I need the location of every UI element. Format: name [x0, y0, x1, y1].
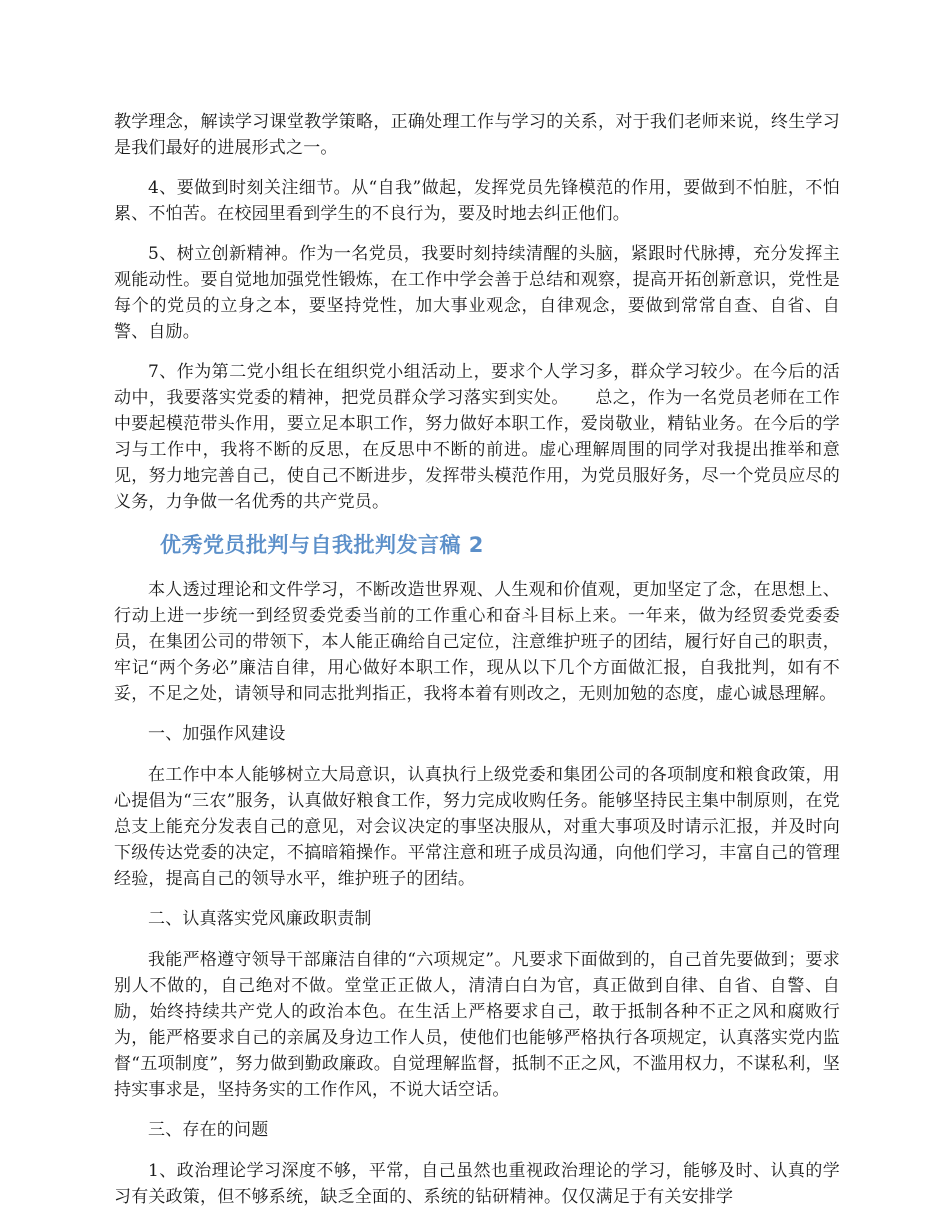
section-title: 优秀党员批判与自我批判发言稿 2: [160, 533, 484, 557]
section-3-heading: 三、存在的问题: [148, 1120, 269, 1140]
section-3-body: 1、政治理论学习深度不够，平常，自己虽然也重视政治理论的学习，能够及时、认真的学习有关政策，但不够系统，缺乏全面的、系统的钻研精神。仅仅满足于有关安排学: [114, 1161, 840, 1207]
paragraph-item-5: 5、树立创新精神。作为一名党员，我要时刻持续清醒的头脑，紧跟时代脉搏，充分发挥主观能动性。要自觉地加强党性锻炼，在工作中学会善于总结和观察，提高开拓创新意识，党性是每个的党员的立身之本，要坚持党性，加大事业观念，自律观念，要做到常常自查、自省、自警、自励。: [114, 244, 840, 342]
section-2-heading: 二、认真落实党风廉政职责制: [148, 909, 372, 929]
paragraph-continuation: 教学理念，解读学习课堂教学策略，正确处理工作与学习的关系，对于我们老师来说，终生学习是我们最好的进展形式之一。: [114, 112, 840, 158]
paragraph-item-4: 4、要做到时刻关注细节。从“自我”做起，发挥党员先锋模范的作用，要做到不怕脏，不怕累、不怕苦。在校园里看到学生的不良行为，要及时地去纠正他们。: [114, 178, 840, 224]
section-1-body: 在工作中本人能够树立大局意识，认真执行上级党委和集团公司的各项制度和粮食政策，用心提倡为“三农”服务，认真做好粮食工作，努力完成收购任务。能够坚持民主集中制原则，在党总支上能充分发表自己的意见，对会议决定的事坚决服从，对重大事项及时请示汇报，并及时向下级传达党委的决定，不搞暗箱操作。平常注意和班子成员沟通，向他们学习，丰富自己的管理经验，提高自己的领导水平，维护班子的团结。: [114, 765, 840, 889]
paragraph-item-7: 7、作为第二党小组长在组织党小组活动上，要求个人学习多，群众学习较少。在今后的活动中，我要落实党委的精神，把党员群众学习落实到实处。 总之，作为一名党员老师在工作中要起模范带头作用，要立足本职工作，努力做好本职工作，爱岗敬业，精钻业务。在今后的学习与工作中，我将不断的反思，在反思中不断的前进。虚心理解周围的同学对我提出推举和意见，努力地完善自己，使自己不断进步，发挥带头模范作用，为党员服好务，尽一个党员应尽的义务，力争做一名优秀的共产党员。: [114, 362, 840, 512]
section-2-body: 我能严格遵守领导干部廉洁自律的“六项规定”。凡要求下面做到的，自己首先要做到；要求别人不做的，自己绝对不做。堂堂正正做人，清清白白为官，真正做到自律、自省、自警、自励，始终持续共产党人的政治本色。在生活上严格要求自己，敢于抵制各种不正之风和腐败行为，能严格要求自己的亲属及身边工作人员，使他们也能够严格执行各项规定，认真落实党内监督“五项制度”，努力做到勤政廉政。自觉理解监督，抵制不正之风，不滥用权力，不谋私利，坚持实事求是，坚持务实的工作作风，不说大话空话。: [114, 950, 840, 1100]
intro-paragraph: 本人透过理论和文件学习，不断改造世界观、人生观和价值观，更加坚定了念，在思想上、行动上进一步统一到经贸委党委当前的工作重心和奋斗目标上来。一年来，做为经贸委党委委员，在集团公司的带领下，本人能正确给自己定位，注意维护班子的团结，履行好自己的职责，牢记“两个务必”廉洁自律，用心做好本职工作，现从以下几个方面做汇报，自我批判，如有不妥，不足之处，请领导和同志批判指正，我将本着有则改之，无则加勉的态度，虚心诚恳理解。: [114, 580, 840, 704]
section-1-heading: 一、加强作风建设: [148, 724, 286, 744]
document-body: [114, 109, 840, 1224]
